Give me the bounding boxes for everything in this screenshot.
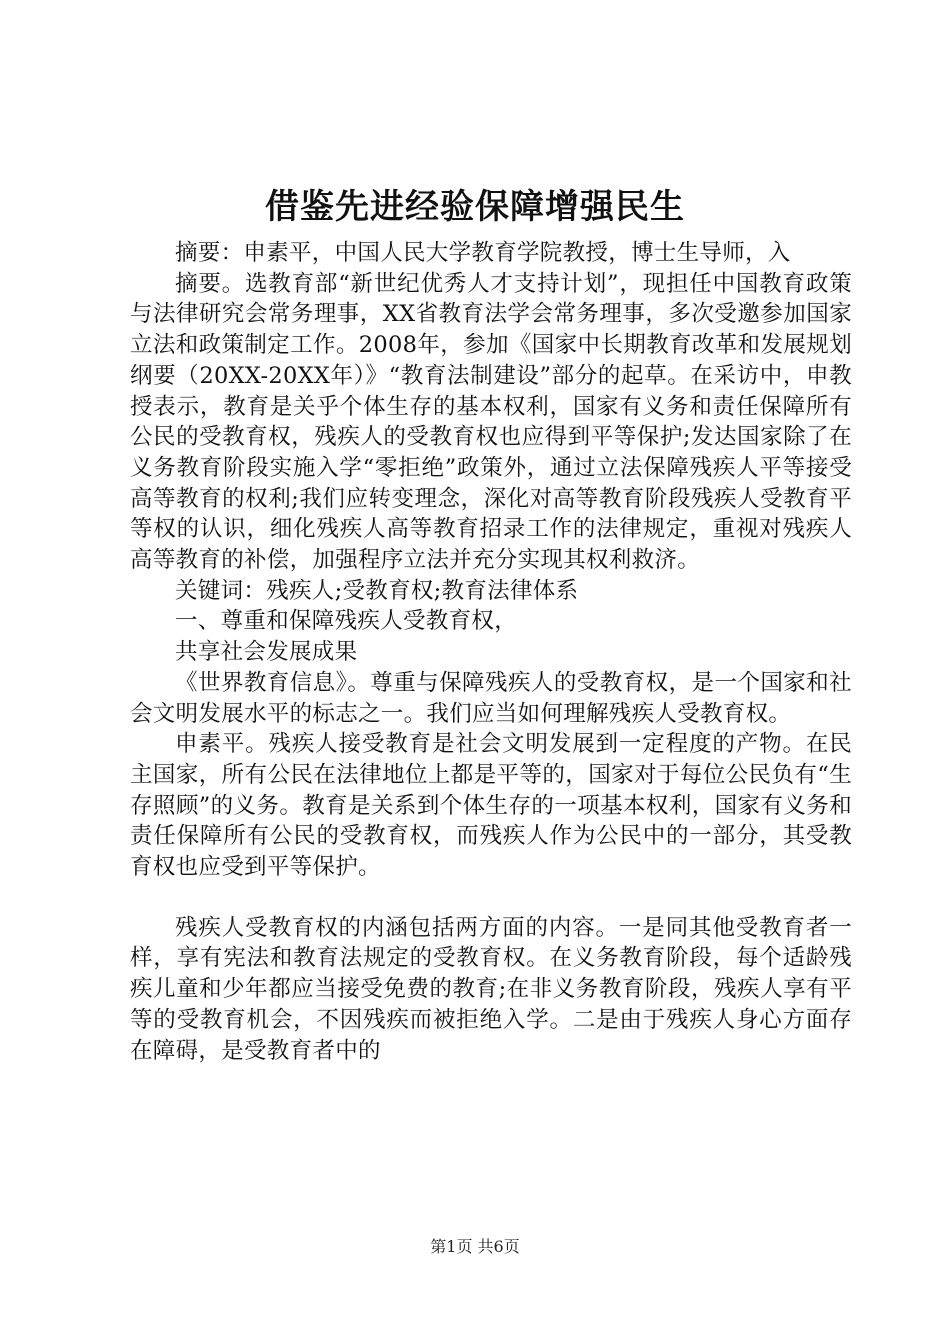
document-body (130, 238, 852, 1066)
document-title: 借鉴先进经验保障增强民生 (265, 187, 685, 227)
interview-question-paragraph: 《世界教育信息》。尊重与保障残疾人的受教育权，是一个国家和社会文明发展水平的标志之一。我们应当如何理解残疾人受教育权。 (130, 669, 852, 727)
paragraph-gap (130, 883, 852, 913)
page-footer: 第1页 共6页 (430, 1237, 520, 1256)
interview-answer-paragraph: 申素平。残疾人接受教育是社会文明发展到一定程度的产物。在民主国家，所有公民在法律地位上都是平等的，国家对于每位公民负有“生存照顾”的义务。教育是关系到个体生存的一项基本权利，国家有义务和责任保障所有公民的受教育权，而残疾人作为公民中的一部分，其受教育权也应受到平等保护。 (130, 731, 852, 881)
abstract-paragraph: 摘要。选教育部“新世纪优秀人才支持计划”，现担任中国教育政策与法律研究会常务理事，XX省教育法学会常务理事，多次受邀参加国家立法和政策制定工作。2008年，参加《国家中长期教育改革和发展规划纲要（20XX-20XX年）》“教育法制建设”部分的起草。在采访中，申教授表示，教育是关乎个体生存的基本权利，国家有义务和责任保障所有公民的受教育权，残疾人的受教育权也应得到平等保护;发达国家除了在义务教育阶段实施入学“零拒绝”政策外，通过立法保障残疾人平等接受高等教育的权利;我们应转变理念，深化对高等教育阶段残疾人受教育平等权的认识，细化残疾人高等教育招录工作的法律规定，重视对残疾人高等教育的补偿，加强程序立法并充分实现其权利救济。 (130, 270, 852, 574)
abstract-author-line: 摘要：申素平，中国人民大学教育学院教授，博士生导师，入 (175, 240, 791, 266)
section-heading-line-2: 共享社会发展成果 (175, 639, 358, 666)
keywords-line: 关键词：残疾人;受教育权;教育法律体系 (175, 577, 579, 604)
section-heading-line-1: 一、尊重和保障残疾人受教育权， (175, 608, 518, 635)
body-paragraph: 残疾人受教育权的内涵包括两方面的内容。一是同其他受教育者一样，享有宪法和教育法规定的受教育权。在义务教育阶段，每个适龄残疾儿童和少年都应当接受免费的教育;在非义务教育阶段，残疾人享有平等的受教育机会，不因残疾而被拒绝入学。二是由于残疾人身心方面存在障碍，是受教育者中的 (130, 914, 852, 1064)
